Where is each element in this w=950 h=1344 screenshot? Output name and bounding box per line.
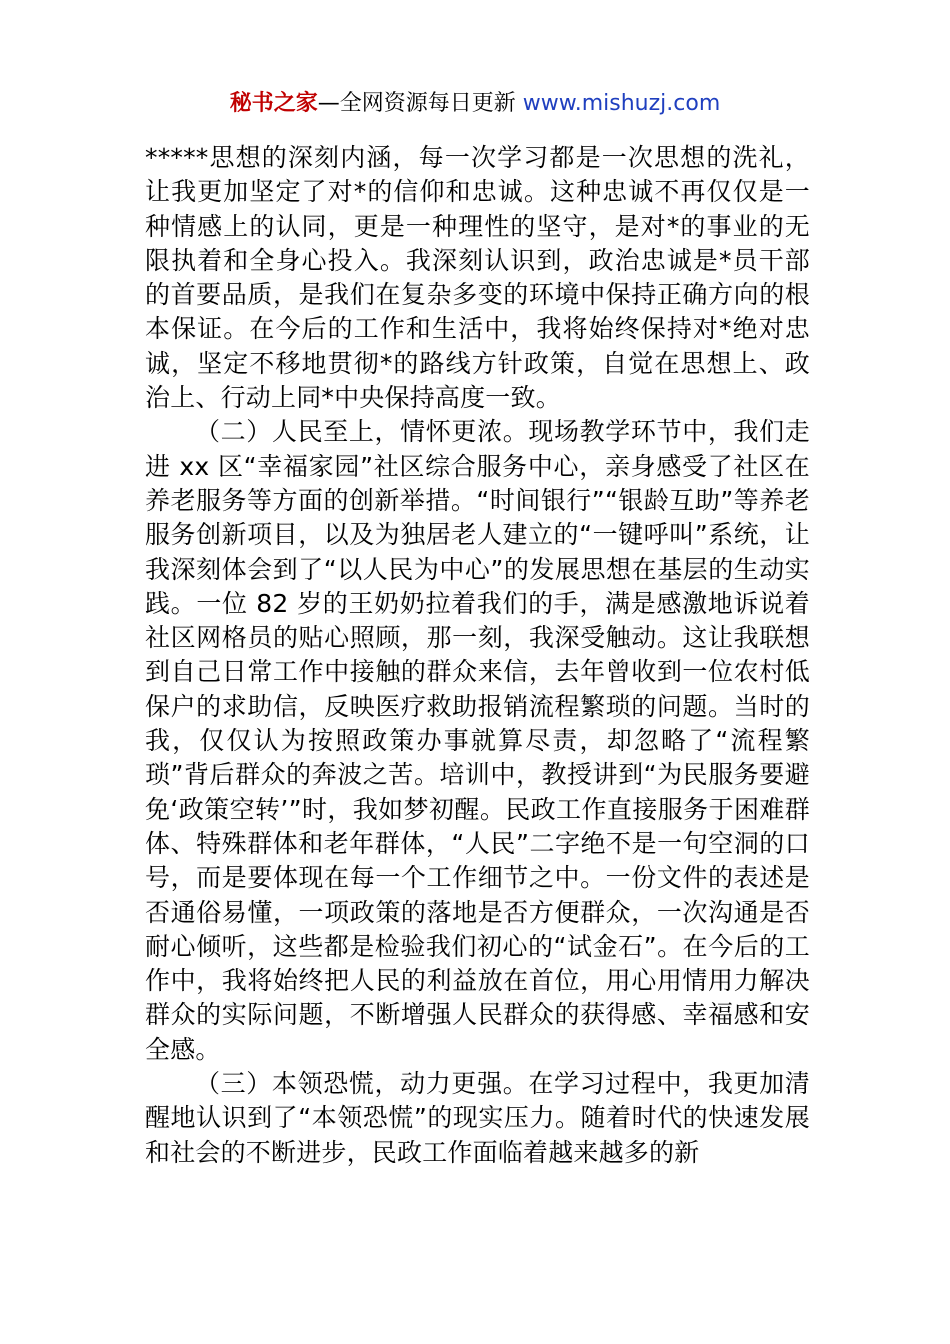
paragraph-people-first: （二）人民至上，情怀更浓。现场教学环节中，我们走进 xx 区“幸福家园”社区综合服务中心，亲身感受了社区在养老服务等方面的创新举措。“时间银行”“银龄互助”等养老服务创新项目，以及为独居老人建立的“一键呼叫”系统，让我深刻体会到了“以人民为中心”的发展思想在基层的生动实践。一位 82 岁的王奶奶拉着我们的手，满是感激地诉说着社区网格员的贴心照顾，那一刻，我深受触动。这让我联想到自己日常工作中接触的群众来信，去年曾收到一位农村低保户的求助信，反映医疗救助报销流程繁琐的问题。当时的我，仅仅认为按照政策办事就算尽责，却忽略了“流程繁琐”背后群众的奔波之苦。培训中，教授讲到“为民服务要避免‘政策空转’”时，我如梦初醒。民政工作直接服务于困难群体、特殊群体和老年群体，“人民”二字绝不是一句空洞的口号，而是要体现在每一个工作细节之中。一份文件的表述是否通俗易懂，一项政策的落地是否方便群众，一次沟通是否耐心倾听，这些都是检验我们初心的“试金石”。在今后的工作中，我将始终把人民的利益放在首位，用心用情用力解决群众的实际问题，不断增强人民群众的获得感、幸福感和安全感。 [145, 417, 810, 1064]
site-url-link[interactable]: www.mishuzj.com [522, 91, 721, 116]
brand-name: 秘书之家 [229, 91, 318, 116]
document-body [145, 141, 810, 1170]
paragraph-continuation: *****思想的深刻内涵，每一次学习都是一次思想的洗礼，让我更加坚定了对*的信仰和忠诚。这种忠诚不再仅仅是一种情感上的认同，更是一种理性的坚守，是对*的事业的无限执着和全身心投入。我深刻认识到，政治忠诚是*员干部的首要品质，是我们在复杂多变的环境中保持正确方向的根本保证。在今后的工作和生活中，我将始终保持对*绝对忠诚，坚定不移地贯彻*的路线方针政策，自觉在思想上、政治上、行动上同*中央保持高度一致。 [145, 143, 810, 413]
paragraph-skill-anxiety: （三）本领恐慌，动力更强。在学习过程中，我更加清醒地认识到了“本领恐慌”的现实压力。随着时代的快速发展和社会的不断进步，民政工作面临着越来越多的新 [145, 1069, 810, 1167]
site-header [0, 88, 950, 120]
header-tagline: —全网资源每日更新 [317, 91, 516, 116]
